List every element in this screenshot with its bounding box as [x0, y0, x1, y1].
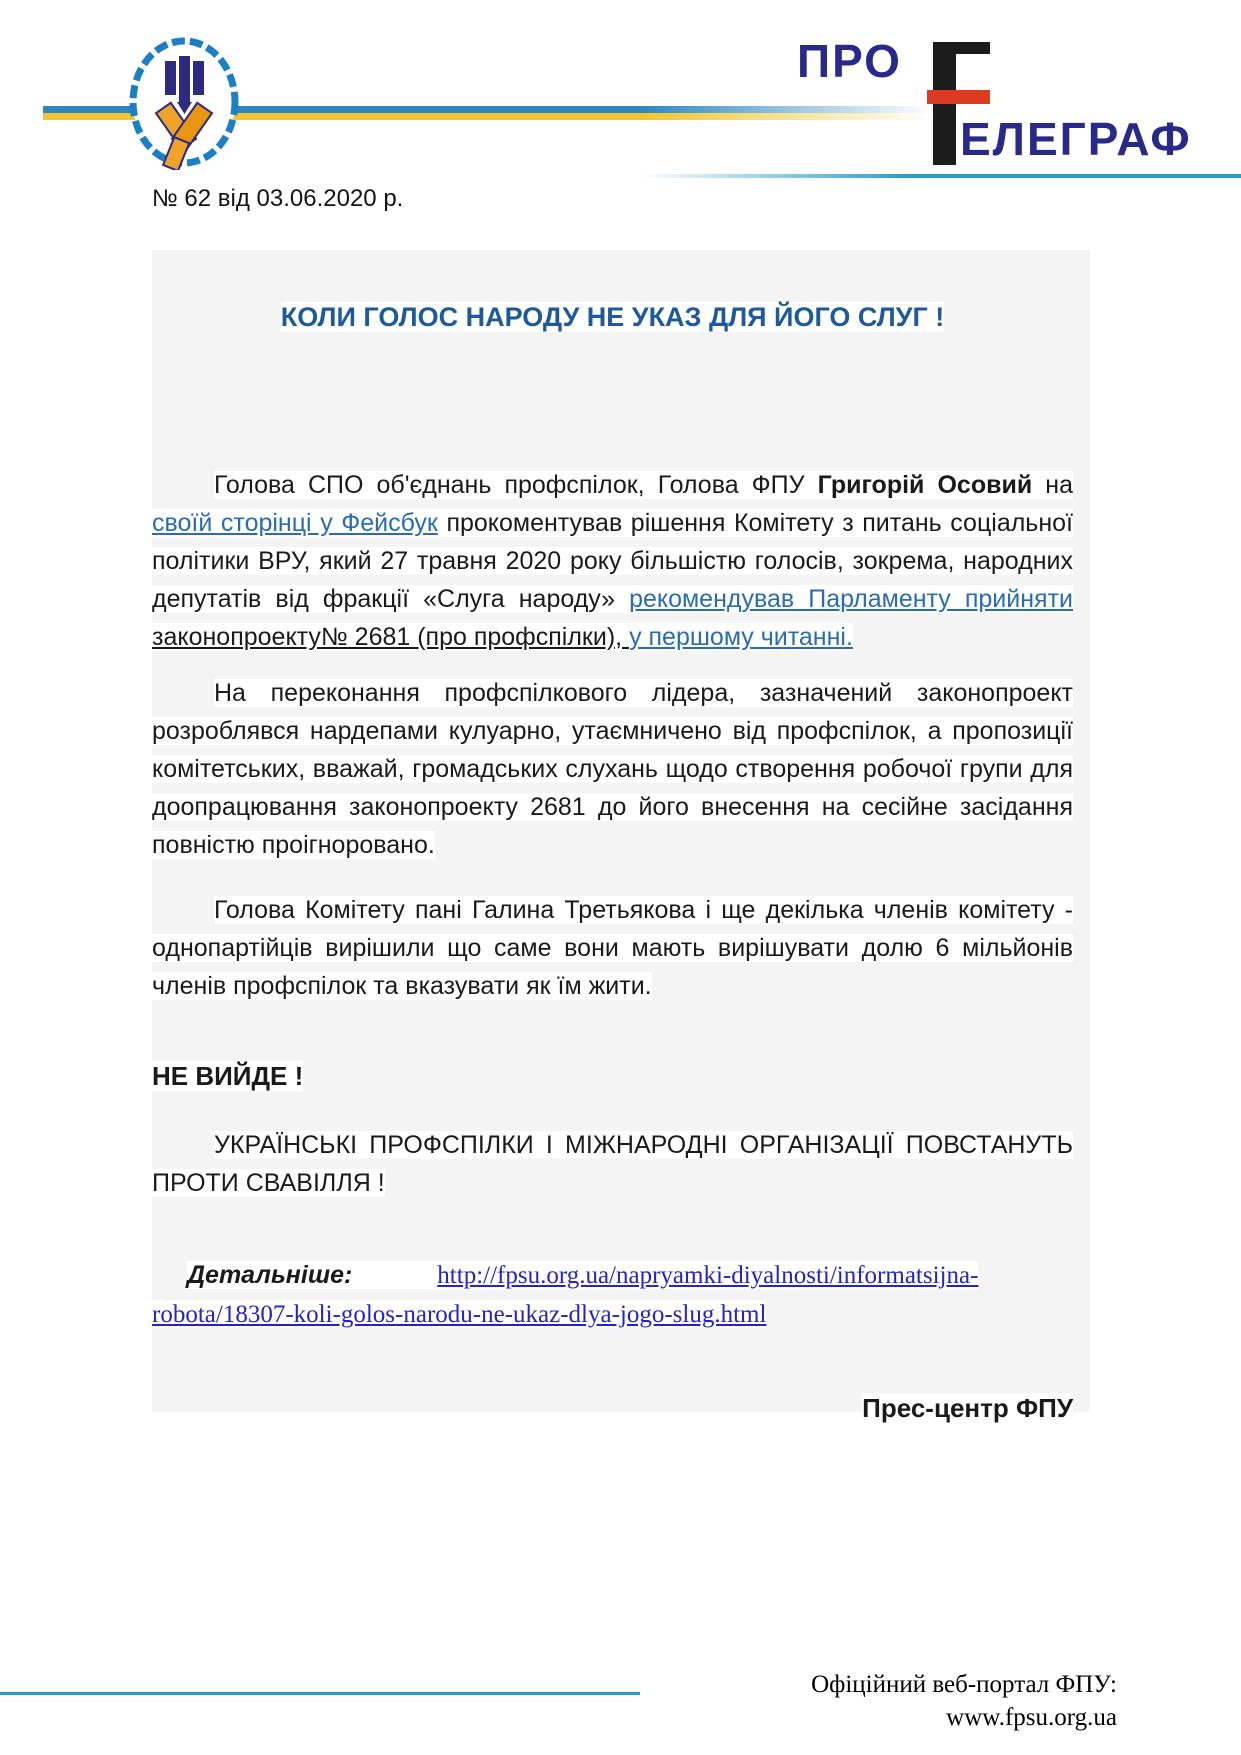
- inline-link[interactable]: своїй сторінці у Фейсбук: [152, 509, 438, 537]
- proftelegraf-text-pro: ПРО: [797, 35, 902, 87]
- document-title: [152, 298, 1073, 336]
- text-run: прокоментував рішення Комітету з питань соціальної політики ВРУ, який 27 травня 2020 року більшістю голосів, зокрема, народних депутатів від фракції «Слуга народу»: [152, 509, 1073, 613]
- footer-accent-line: [0, 1692, 640, 1695]
- fpu-emblem-icon: [128, 36, 240, 170]
- text-run: законопроекту№ 2681 (про профспілки),: [152, 623, 630, 651]
- paragraph-2-text: На переконання профспілкового лідера, зазначений законопроект розроблявся нардепами кулуарно, утаємничено від профспілок, а пропозиції комітетських, вважай, громадських слухань щодо створення робочої групи для доопрацювання законопроекту 2681 до його внесення на сесійне засідання повністю проігноровано.: [152, 679, 1073, 859]
- proftelegraf-f-mark-red: [927, 90, 990, 104]
- text-run: Григорій Осовий: [817, 471, 1033, 499]
- details-url-link[interactable]: http://fpsu.org.ua/napryamki-diyalnosti/informatsijna-robota/18307-koli-golos-narodu-ne-ukaz-dlya-jogo-slug.html: [152, 1262, 979, 1328]
- press-center-signature-text: Прес-центр ФПУ: [862, 1393, 1073, 1423]
- details-label: Детальніше:: [187, 1261, 353, 1289]
- paragraph-2: [152, 674, 1073, 864]
- proftelegraf-text-telegraph: ЕЛЕГРАФ: [960, 113, 1192, 165]
- proftelegraf-logo: [790, 35, 1200, 168]
- footer-portal-label: Офіційний веб-портал ФПУ:: [811, 1671, 1117, 1698]
- paragraph-1: [152, 466, 1073, 656]
- content-block: [152, 250, 1090, 1423]
- slogan-ne-vyide-text: НЕ ВИЙДЕ !: [152, 1061, 304, 1091]
- press-center-signature: [152, 1389, 1073, 1427]
- text-run: на: [1032, 471, 1074, 499]
- text-run: Голова СПО об'єднань профспілок, Голова ФПУ: [214, 471, 818, 499]
- document-number: № 62 від 03.06.2020 р.: [152, 185, 404, 212]
- slogan-ne-vyide: [152, 1057, 1073, 1095]
- inline-link[interactable]: у першому читанні.: [629, 623, 853, 651]
- paragraph-3-text: Голова Комітету пані Галина Третьякова і ще декілька членів комітету - однопартійців вирішили що саме вони мають вирішувати долю 6 мільйонів членів профспілок та вказувати як їм жити.: [152, 896, 1073, 1000]
- details-line: [152, 1256, 1073, 1334]
- paragraph-4: [152, 1126, 1073, 1202]
- footer-site-url: www.fpsu.org.ua: [946, 1704, 1117, 1731]
- document-title-text: КОЛИ ГОЛОС НАРОДУ НЕ УКАЗ ДЛЯ ЙОГО СЛУГ !: [280, 302, 945, 332]
- header-teal-line: [640, 174, 1241, 178]
- inline-link[interactable]: рекомендував Парламенту прийняти: [629, 585, 1073, 613]
- paragraph-3: [152, 891, 1073, 1005]
- fpu-emblem-logo: [128, 36, 240, 170]
- paragraph-4-text: УКРАЇНСЬКІ ПРОФСПІЛКИ І МІЖНАРОДНІ ОРГАНІЗАЦІЇ ПОВСТАНУТЬ ПРОТИ СВАВІЛЛЯ !: [152, 1131, 1073, 1197]
- footer: [811, 1668, 1117, 1734]
